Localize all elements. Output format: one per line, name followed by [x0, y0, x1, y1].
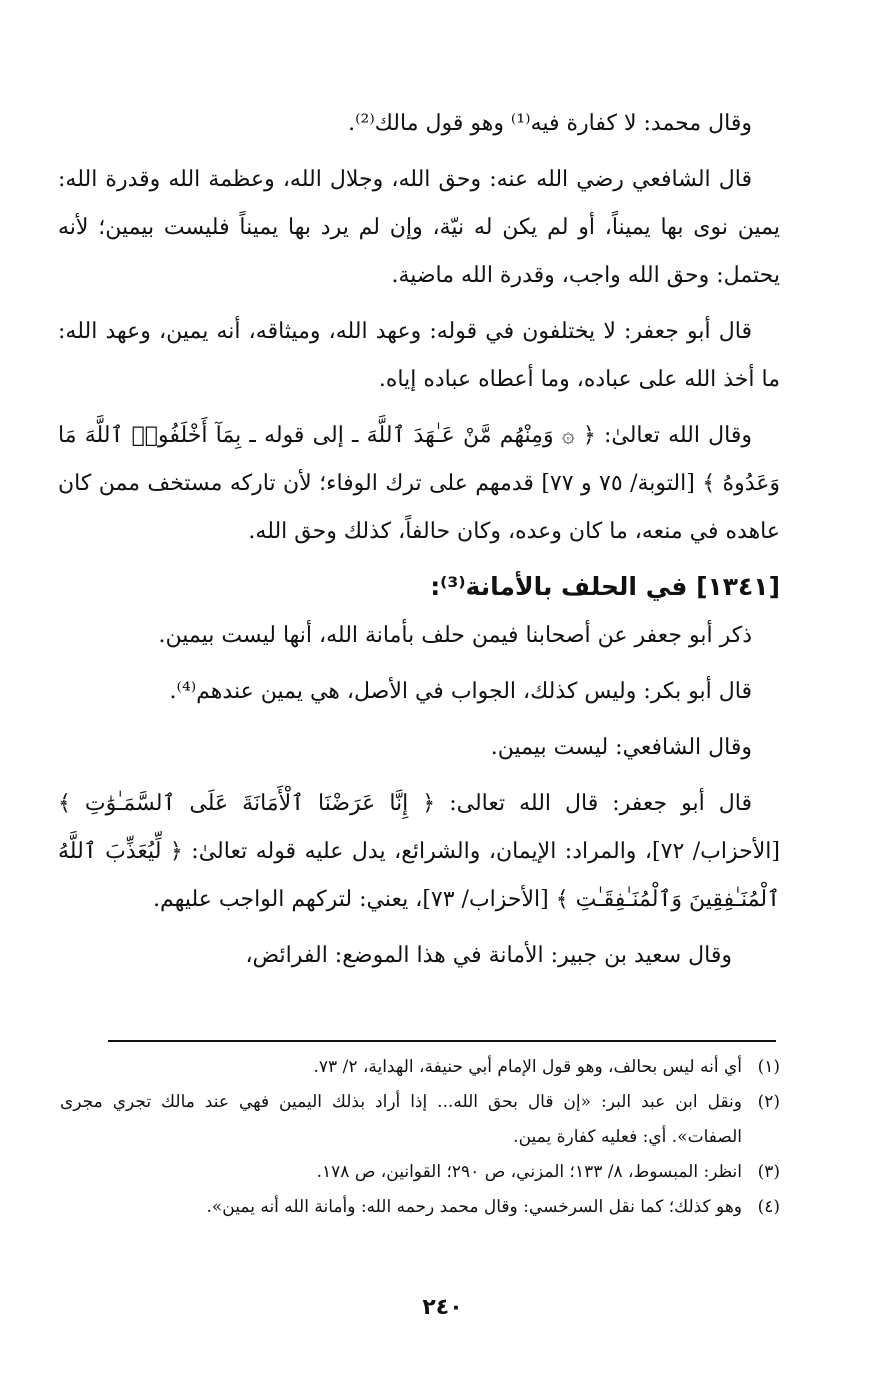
footnote-number: (٢)	[757, 1092, 780, 1112]
paragraph-text: قال أبو بكر: وليس كذلك، الجواب في الأصل، هي يمين عندهم⁽⁴⁾.	[169, 679, 752, 704]
paragraph-text: وقال سعيد بن جبير: الأمانة في هذا الموضع: الفرائض،	[245, 943, 732, 968]
paragraph	[58, 724, 780, 772]
main-text	[58, 100, 780, 988]
footnote-number: (٤)	[757, 1197, 780, 1217]
paragraph	[58, 100, 780, 148]
paragraph	[58, 156, 780, 300]
paragraph-text: قال الشافعي رضي الله عنه: وحق الله، وجلال الله، وعظمة الله وقدرة الله: يمين نوى بها يميناً، أو لم يكن له نيّة، وإن لم يرد بها يميناً فليست بيمين؛ لأنه يحتمل: وحق الله واجب، وقدرة الله ماضية.	[58, 167, 780, 288]
paragraph	[58, 932, 780, 980]
paragraph	[58, 668, 780, 716]
footnote-text: ونقل ابن عبد البر: «إن قال بحق الله... إذا أراد بذلك اليمين فهي عند مالك تجري مجرى الصفات». أي: فعليه كفارة يمين.	[60, 1092, 742, 1147]
footnote-number: (٣)	[757, 1162, 780, 1182]
section-heading: [١٣٤١] في الحلف بالأمانة⁽³⁾:	[430, 572, 780, 601]
footnote-divider	[108, 1040, 776, 1042]
page-number: ٢٤٠	[422, 1295, 463, 1320]
footnote-text: أي أنه ليس بحالف، وهو قول الإمام أبي حنيفة، الهداية، ٢/ ٧٣.	[313, 1057, 742, 1077]
paragraph-text: وقال الشافعي: ليست بيمين.	[490, 735, 752, 760]
paragraph	[58, 308, 780, 404]
footnote	[60, 1050, 780, 1085]
footnote	[60, 1085, 780, 1155]
paragraph-text: ذكر أبو جعفر عن أصحابنا فيمن حلف بأمانة الله، أنها ليست بيمين.	[158, 623, 752, 648]
footnotes	[60, 1050, 780, 1225]
footnote	[60, 1190, 780, 1225]
paragraph-text: قال أبو جعفر: لا يختلفون في قوله: وعهد الله، وميثاقه، أنه يمين، وعهد الله: ما أخذ الله على عباده، وما أعطاه عباده إياه.	[58, 319, 780, 392]
footnote-text: انظر: المبسوط، ٨/ ١٣٣؛ المزني، ص ٢٩٠؛ القوانين، ص ١٧٨.	[316, 1162, 742, 1182]
paragraph	[58, 780, 780, 924]
footnote-number: (١)	[757, 1057, 780, 1077]
paragraph-text: وقال محمد: لا كفارة فيه⁽¹⁾ وهو قول مالك⁽²⁾.	[348, 111, 752, 136]
paragraph	[58, 412, 780, 556]
footnote	[60, 1155, 780, 1190]
paragraph-text: وقال الله تعالىٰ: ﴿ ۞ وَمِنْهُم مَّنْ عَـٰهَدَ ٱللَّهَ ـ إلى قوله ـ بِمَآ أَخْلَفُوا۟ ٱللَّهَ مَا وَعَدُوهُ ﴾ [التوبة/ ٧٥ و ٧٧] قدمهم على ترك الوفاء؛ لأن تاركه مستخف ممن كان عاهده في منعه، ما كان وعده، وكان حالفاً، كذلك وحق الله.	[58, 423, 780, 544]
footnote-text: وهو كذلك؛ كما نقل السرخسي: وقال محمد رحمه الله: وأمانة الله أنه يمين».	[206, 1197, 742, 1217]
paragraph-text: قال أبو جعفر: قال الله تعالى: ﴿ إِنَّا عَرَضْنَا ٱلْأَمَانَةَ عَلَى ٱلسَّمَـٰوَٰتِ ﴾ [الأحزاب/ ٧٢]، والمراد: الإيمان، والشرائع، يدل عليه قوله تعالىٰ: ﴿ لِّيُعَذِّبَ ٱللَّهُ ٱلْمُنَـٰفِقِينَ وَٱلْمُنَـٰفِقَـٰتِ ﴾ [الأحزاب/ ٧٣]، يعني: لتركهم الواجب عليهم.	[58, 791, 780, 912]
paragraph	[58, 612, 780, 660]
